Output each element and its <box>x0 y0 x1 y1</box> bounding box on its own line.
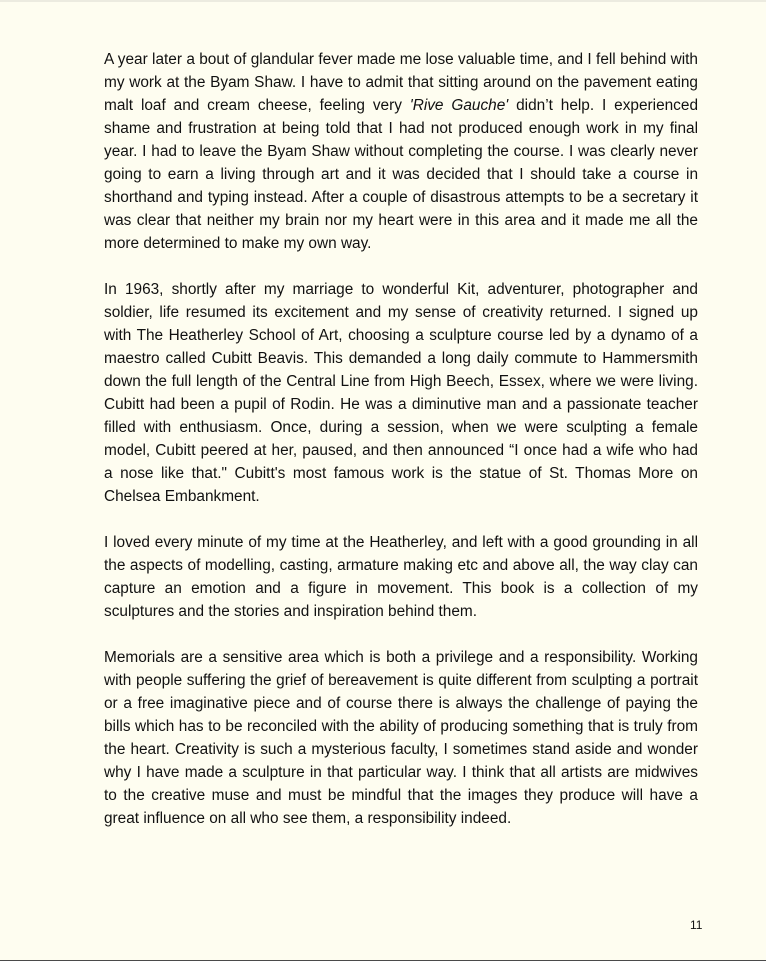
paragraph-heatherley-school: In 1963, shortly after my marriage to wonderful Kit, adventurer, photographer and soldier, life resumed its excitement and my sense of creativity returned. I signed up with The Heatherley School of Art, choosing a sculpture course led by a dynamo of a maestro called Cubitt Beavis. This demanded a long daily commute to Hammersmith down the full length of the Central Line from High Beech, Essex, where we were living. Cubitt had been a pupil of Rodin. He was a diminutive man and a passionate teacher filled with enthusiasm. Once, during a session, when we were sculpting a female model, Cubitt peered at her, paused, and then announced “I once had a wife who had a nose like that." Cubitt's most famous work is the statue of St. Thomas More on Chelsea Embankment. <box>104 281 698 505</box>
page-number: 11 <box>690 918 703 932</box>
body-text <box>104 48 698 853</box>
paragraph-1-text-end: didn’t help. I experienced shame and frustration at being told that I had not produced enough work in my final year. I had to leave the Byam Shaw without completing the course. I was clearly never going to earn a living through art and it was decided that I should take a course in shorthand and typing instead. After a couple of disastrous attempts to be a secretary it was clear that neither my brain nor my heart were in this area and it made me all the more determined to make my own way. <box>104 97 698 252</box>
paragraph-time-at-heatherley: I loved every minute of my time at the Heatherley, and left with a good grounding in all the aspects of modelling, casting, armature making etc and above all, the way clay can capture an emotion and a figure in movement. This book is a collection of my sculptures and the stories and inspiration behind them. <box>104 534 698 620</box>
paragraph-1-text-start: A year later a bout of glandular fever made me lose valuable time, and I fell behind with my work at the Byam Shaw. I have to admit that sitting around on the pavement eating malt loaf and cream cheese, feeling very <box>104 51 698 114</box>
page-top-edge <box>0 0 766 2</box>
rive-gauche-emphasis: 'Rive Gauche' <box>409 97 509 114</box>
paragraph-memorials: Memorials are a sensitive area which is both a privilege and a responsibility. Working with people suffering the grief of bereavement is quite different from sculpting a portrait or a free imaginative piece and of course there is always the challenge of paying the bills which has to be reconciled with the ability of producing something that is truly from the heart. Creativity is such a mysterious faculty, I sometimes stand aside and wonder why I have made a sculpture in that particular way. I think that all artists are midwives to the creative muse and must be mindful that the images they produce will have a great influence on all who see them, a responsibility indeed. <box>104 649 698 827</box>
paragraph-glandular-fever <box>104 48 698 255</box>
